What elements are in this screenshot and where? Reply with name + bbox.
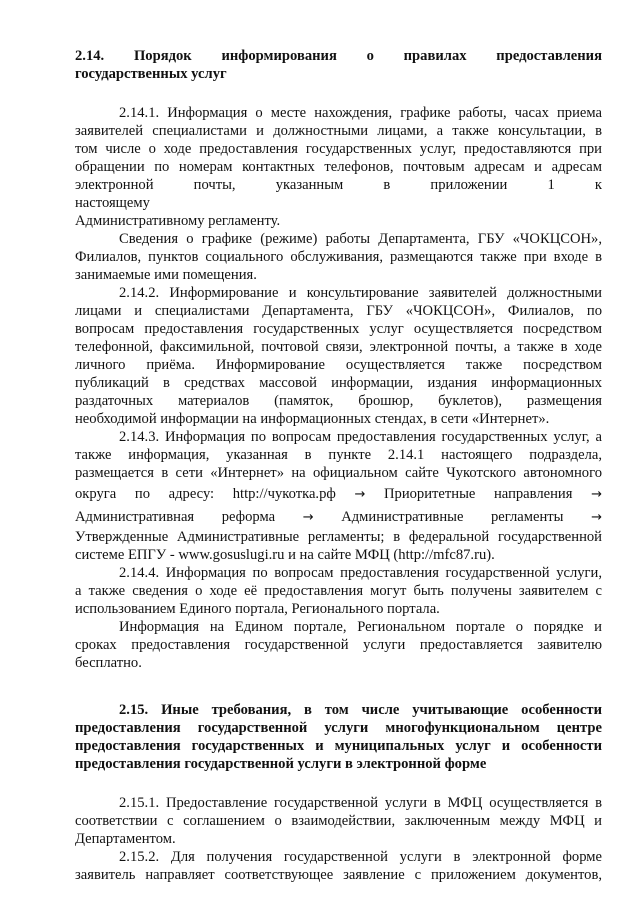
text-line: 2.14.2. Информирование и консультирование заявителей должностными <box>119 285 602 301</box>
paragraph-2-15-2 <box>75 848 602 884</box>
section-heading-2-14 <box>75 47 602 83</box>
arrow-right-icon: → <box>354 487 366 502</box>
text-line: обращении по номерам контактных телефонов, почтовым адресам и адресам <box>75 159 602 175</box>
section-heading-2-15 <box>75 701 602 773</box>
text-line: необходимой информации на информационных стендах, в сети «Интернет». <box>75 411 550 427</box>
text-line: 2.14.4. Информация по вопросам предоставления государственной услуги, <box>119 565 602 581</box>
text-line: занимаемые ими помещения. <box>75 267 257 283</box>
site-link: http://чукотка.рф <box>232 486 336 502</box>
address-line-2 <box>75 507 602 528</box>
text-line: Утвержденные Административные регламенты; в федеральной государственной <box>75 529 602 545</box>
spacer <box>75 83 602 104</box>
text-line: личного приёма. Информирование осуществляется также посредством <box>75 357 602 373</box>
text-line: 2.15.1. Предоставление государственной услуги в МФЦ осуществляется в <box>119 795 602 811</box>
word: адресу: <box>168 486 215 502</box>
text-line: 2.14.1. Информация о месте нахождения, графике работы, часах приема <box>119 105 602 121</box>
word: округа <box>75 486 117 502</box>
heading-line: предоставления государственной услуги в электронной форме <box>75 756 487 772</box>
text-line: бесплатно. <box>75 655 142 671</box>
text-line: вопросам предоставления государственных услуг осуществляется посредством <box>75 321 602 337</box>
text-line: соответствии с соглашением о взаимодействии, заключенным между МФЦ и <box>75 813 602 829</box>
spacer <box>75 773 602 794</box>
text-line: лицами и специалистами Департамента, ГБУ «ЧОКЦСОН», Филиалов, по <box>75 303 602 319</box>
text-line: телефонной, факсимильной, почтовой связи, электронной почты, а также в ходе <box>75 339 602 355</box>
heading-2-14-line2: государственных услуг <box>75 66 227 82</box>
text-line: Филиалов, пунктов социального обслуживания, размещаются также при входе в <box>75 249 602 265</box>
text-line: 2.14.3. Информация по вопросам предоставления государственных услуг, а <box>119 429 602 445</box>
heading-2-14-line1 <box>75 47 602 65</box>
arrow-right-icon: → <box>591 510 602 525</box>
text-line: размещается в сети «Интернет» на официальном сайте Чукотского автономного <box>75 465 602 481</box>
text-line: использованием Единого портала, Регионального портала. <box>75 601 440 617</box>
document-page <box>75 47 602 884</box>
word: по <box>134 486 150 502</box>
paragraph-2-14-1 <box>75 104 602 230</box>
text-line: системе ЕПГУ - www.gosuslugi.ru и на сайте МФЦ (http://mfc87.ru). <box>75 547 495 563</box>
word: реформа <box>221 509 276 525</box>
heading-number: 2.14. <box>75 48 105 64</box>
text-line: публикаций в средствах массовой информации, издания информационных <box>75 375 602 391</box>
text-line: Департаментом. <box>75 831 176 847</box>
spacer <box>75 672 602 701</box>
text-line: Сведения о графике (режиме) работы Департамента, ГБУ «ЧОКЦСОН», <box>119 231 602 247</box>
text-line: раздаточных материалов (памяток, брошюр, буклетов), размещения <box>75 393 602 409</box>
paragraph-2-14-4 <box>75 564 602 618</box>
text-line: сроках предоставления государственной услуги предоставляется заявителю <box>75 637 602 653</box>
text-line: заявитель направляет соответствующее заявление с приложением документов, <box>75 867 602 883</box>
heading-line: предоставления государственных и муниципальных услуг и особенности <box>75 738 602 754</box>
paragraph-2-14-3 <box>75 428 602 564</box>
word: направления <box>493 486 573 502</box>
heading-word: информирования <box>221 48 337 64</box>
word: Приоритетные <box>383 486 476 502</box>
text-line: заявителей специалистами и должностными лицами, а также консультации, в <box>75 123 602 139</box>
arrow-right-icon: → <box>302 510 314 525</box>
heading-word: правилах <box>403 48 467 64</box>
heading-word: предоставления <box>496 48 602 64</box>
heading-word: Порядок <box>133 48 192 64</box>
heading-word: о <box>366 48 374 64</box>
text-line: Информация на Едином портале, Региональном портале о порядке и <box>119 619 602 635</box>
word: регламенты <box>491 509 564 525</box>
word: Административная <box>75 509 195 525</box>
text-line: Административному регламенту. <box>75 213 281 229</box>
text-line: также информация, указанная в пункте 2.14.1 настоящего подраздела, <box>75 447 602 463</box>
paragraph-schedule <box>75 230 602 284</box>
text-line: том числе о ходе предоставления государственных услуг, предоставляются при <box>75 141 602 157</box>
paragraph-2-14-2 <box>75 284 602 428</box>
text-line: 2.15.2. Для получения государственной услуги в электронной форме <box>119 849 602 865</box>
text-line: электронной почты, указанным в приложении 1 к настоящему <box>75 177 602 211</box>
heading-line: предоставления государственной услуги многофункциональном центре <box>75 720 602 736</box>
arrow-right-icon: → <box>591 487 602 502</box>
address-line-1 <box>75 482 602 507</box>
text-line: а также сведения о ходе её предоставления могут быть получены заявителем с <box>75 583 602 599</box>
paragraph-2-15-1 <box>75 794 602 848</box>
paragraph-portal <box>75 618 602 672</box>
word: Административные <box>341 509 464 525</box>
heading-line: 2.15. Иные требования, в том числе учитывающие особенности <box>119 702 602 718</box>
